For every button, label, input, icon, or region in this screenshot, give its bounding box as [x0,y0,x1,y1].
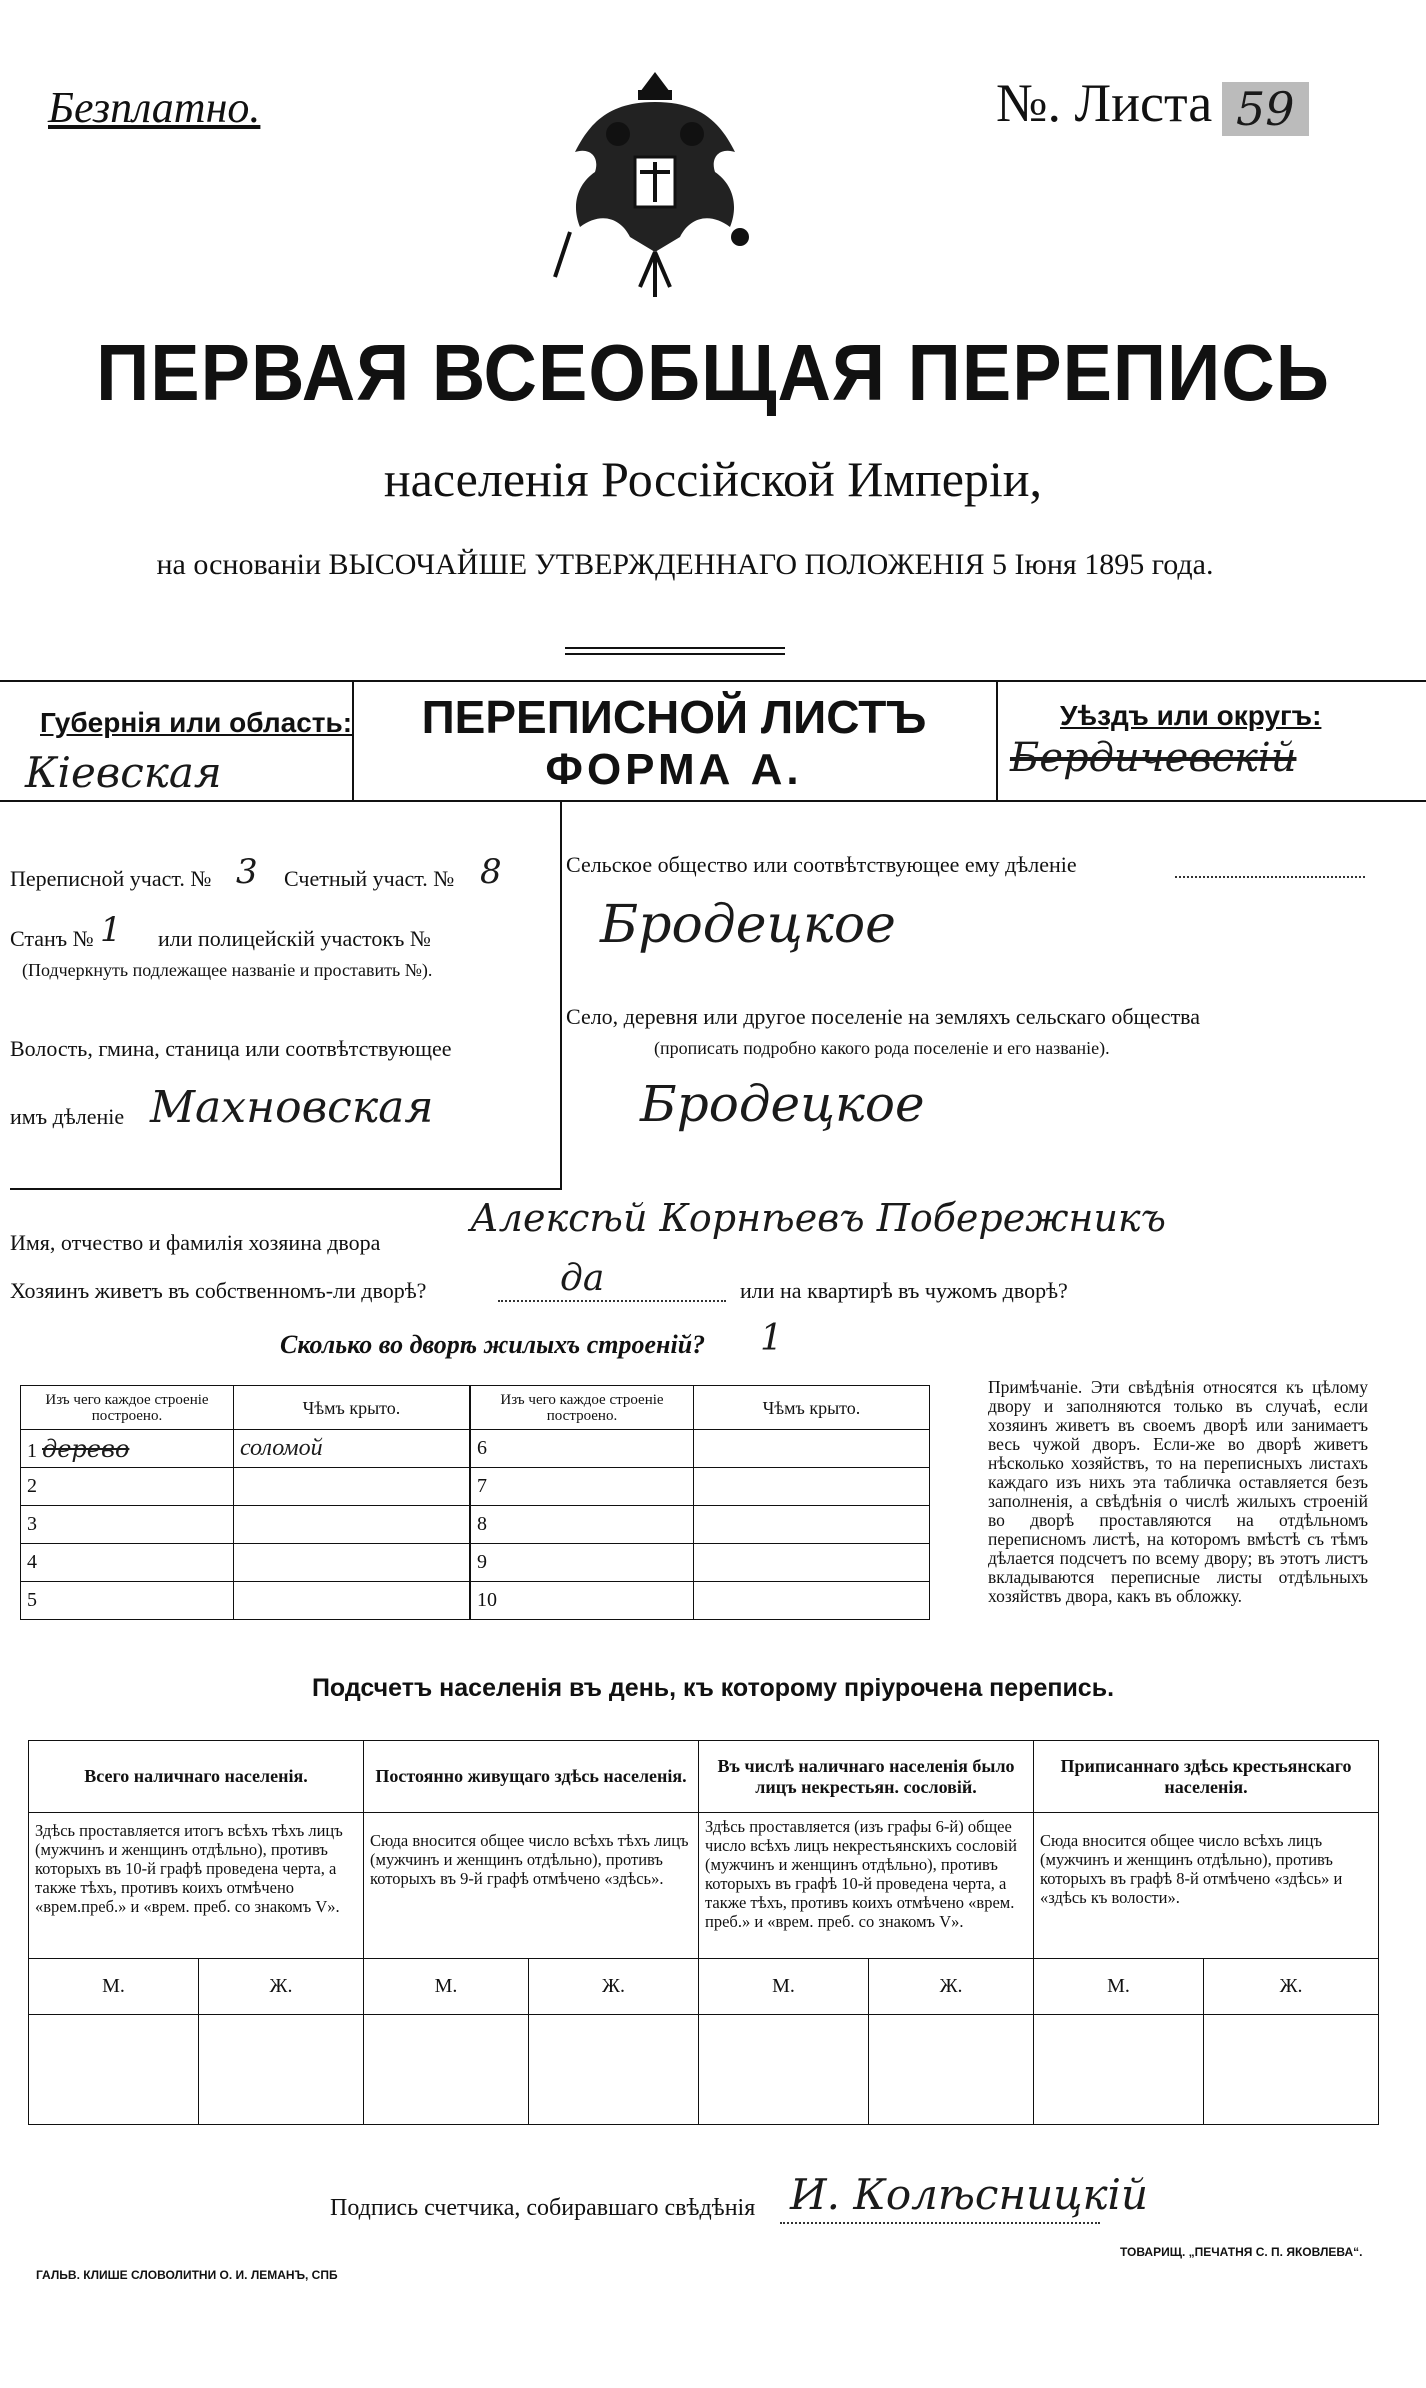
table-row [471,1544,694,1582]
population-col-total-desc: Здѣсь проставляется итогъ всѣхъ тѣхъ лицъ (мужчинъ и женщинъ отдѣльно), противъ которыхъ въ 10-й графѣ проведена черта, а также тѣхъ, противъ коихъ отмѣчено «врем.преб.» и «врем. преб. со знакомъ V». [29,1813,364,1959]
stan-label: Станъ № [10,926,94,951]
table-row [471,1582,694,1620]
police-label: или полицейскій участокъ № [158,926,431,951]
row-number: 9 [477,1551,487,1573]
village-label: Село, деревня или другое поселеніе на земляхъ сельскаго общества [566,1004,1201,1029]
row-number: 8 [477,1513,487,1535]
female-header: Ж. [1204,1959,1379,2015]
population-table [28,1740,1379,2125]
province-label: Губернія или область: [40,707,353,738]
population-title: Подсчетъ населенія въ день, къ которому пріурочена перепись. [311,1674,1115,1702]
society-label: Сельское общество или соотвѣтствующее ему дѣленіе [566,852,1077,877]
population-cell [199,2015,364,2125]
district-value: Бердичевскій [1010,735,1297,781]
roof-value [694,1582,930,1620]
material-value: дерево [42,1434,130,1463]
sheet-title: ПЕРЕПИСНОЙ ЛИСТЪ [421,691,927,743]
table-row [21,1430,234,1468]
form-header-top-rule [0,680,1426,682]
female-header: Ж. [199,1959,364,2015]
female-header: Ж. [869,1959,1034,2015]
row-number: 7 [477,1475,487,1497]
owner-name-label: Имя, отчество и фамилія хозяина двора [10,1230,381,1255]
signature-dotted-line [780,2222,1100,2224]
own-yard-dotted-line [498,1300,726,1302]
signature-label: Подпись счетчика, собиравшаго свѣдѣнія [330,2195,756,2221]
population-cell [364,2015,529,2125]
roof-value [234,1582,470,1620]
population-cell [1034,2015,1204,2125]
row-number: 1 [27,1439,37,1462]
roof-value [694,1430,930,1468]
buildings-label: Сколько во дворѣ жилыхъ строеній? [280,1330,706,1359]
census-district-value: 3 [236,852,258,892]
form-label: ФОРМА А. [545,745,803,794]
population-cell [1204,2015,1379,2125]
society-dotted-line [1175,876,1365,878]
population-col-permanent-head: Постоянно живущаго здѣсь населенія. [364,1741,699,1813]
male-header: М. [1034,1959,1204,2015]
population-col-non-peasant-desc: Здѣсь проставляется (изъ графы 6-й) общее число всѣхъ лицъ некрестьянскихъ сословій (мужчинъ и женщинъ отдѣльно), противъ которыхъ въ графѣ 10-й проведена черта, а также тѣхъ, противъ коихъ отмѣчено «врем. преб.» и «врем. преб. со знакомъ V». [699,1813,1034,1959]
volost-label-1: Волость, гмина, станица или соотвѣтствующее [10,1036,452,1061]
table-row [21,1582,234,1620]
row-number: 4 [27,1551,37,1573]
population-col-permanent-desc: Сюда вносится общее число всѣхъ тѣхъ лицъ (мужчинъ и женщинъ отдѣльно), противъ которыхъ въ 9-й графѣ отмѣчено «здѣсь». [364,1813,699,1959]
counting-district-value: 8 [480,852,502,892]
table-row [471,1506,694,1544]
society-value: Бродецкое [600,895,896,955]
form-header-right-divider [996,680,998,802]
buildings-table-left [20,1385,470,1620]
row-number: 10 [477,1589,497,1611]
sheet-number-label: №. Листа [996,73,1213,133]
census-district-label: Переписной участ. № [10,866,212,891]
table-row [21,1506,234,1544]
population-col-non-peasant-head: Въ числѣ наличнаго населенія было лицъ некрестьян. сословій. [699,1741,1034,1813]
roof-value [694,1468,930,1506]
material-column-header: Изъ чего каждое строеніе построено. [471,1386,694,1430]
legal-basis: на основаніи ВЫСОЧАЙШЕ УТВЕРЖДЕННАГО ПОЛОЖЕНІЯ 5 Іюня 1895 года. [156,548,1214,581]
roof-value [694,1506,930,1544]
roof-value: соломой [234,1430,470,1468]
free-label: Безплатно. [48,83,261,132]
population-cell [29,2015,199,2125]
province-value: Кіевская [25,748,222,797]
stan-value: 1 [100,910,122,950]
village-note: (прописать подробно какого рода поселеніе и его названіе). [654,1038,1110,1058]
signature-value: И. Колѣсницкій [790,2170,1149,2219]
footer-left-imprint: ГАЛЬВ. КЛИШЕ СЛОВОЛИТНИ О. И. ЛЕМАНЪ, СПБ [36,2268,338,2282]
sheet-number-value: 59 [1222,82,1309,136]
fields-bottom-rule-left [10,1188,562,1190]
row-number: 5 [27,1589,37,1611]
roof-column-header: Чѣмъ крыто. [234,1386,470,1430]
table-row [21,1544,234,1582]
volost-label-2: имъ дѣленіе [10,1104,125,1129]
main-title: ПЕРВАЯ ВСЕОБЩАЯ ПЕРЕПИСЬ [96,327,1330,418]
district-label: Уѣздъ или округъ: [1060,700,1322,731]
population-col-registered-desc: Сюда вносится общее число всѣхъ лицъ (мужчинъ и женщинъ отдѣльно), противъ которыхъ въ графѣ 8-й отмѣчено «здѣсь» и «здѣсь къ волости». [1034,1813,1379,1959]
table-row [21,1468,234,1506]
fields-column-divider [560,800,562,1190]
police-note: (Подчеркнуть подлежащее названіе и проставить №). [22,960,433,980]
buildings-value: 1 [760,1318,783,1359]
buildings-table-right [470,1385,930,1620]
table-row [471,1430,694,1468]
population-cell [869,2015,1034,2125]
table-row [471,1468,694,1506]
population-cell [529,2015,699,2125]
volost-value: Махновская [150,1082,434,1133]
population-col-registered-head: Приписаннаго здѣсь крестьянскаго населенія. [1034,1741,1379,1813]
subtitle: населенія Россійской Имперіи, [383,451,1043,507]
ornament-divider [565,647,785,649]
counting-district-label: Счетный участ. № [284,866,455,891]
own-yard-value: да [560,1258,605,1299]
form-header-bottom-rule [0,800,1426,802]
roof-value [234,1544,470,1582]
own-yard-label: Хозяинъ живетъ въ собственномъ-ли дворѣ? [10,1278,427,1303]
ornament-divider [565,653,785,655]
double-headed-eagle-emblem [540,62,770,312]
material-column-header: Изъ чего каждое строеніе построено. [21,1386,234,1430]
rented-label: или на квартирѣ въ чужомъ дворѣ? [740,1278,1068,1303]
row-number: 2 [27,1475,37,1497]
roof-column-header: Чѣмъ крыто. [694,1386,930,1430]
male-header: М. [364,1959,529,2015]
owner-name-value: Алексѣй Корнѣевъ Побережникъ [470,1196,1166,1240]
footer-right-imprint: ТОВАРИЩ. „ПЕЧАТНЯ С. П. ЯКОВЛЕВА“. [1120,2245,1363,2259]
male-header: М. [699,1959,869,2015]
note-text: Примѣчаніе. Эти свѣдѣнія относятся къ цѣлому двору и заполняются только въ случаѣ, если хозяинъ живетъ въ своемъ дворѣ или занимаетъ весь чужой дворъ. Если-же во дворѣ живетъ нѣсколько хозяйствъ, то на переписныхъ листахъ каждаго изъ нихъ эта табличка оставляется безъ заполненія, а свѣдѣнія о числѣ жилыхъ строеній во дворѣ проставляются на отдѣльномъ переписномъ листѣ, на которомъ вмѣстѣ съ тѣмъ дѣлается подсчетъ по всему двору; въ этотъ листъ вкладываются переписные листы отдѣльныхъ хозяйствъ двора, какъ въ обложку. [988,1377,1368,1606]
row-number: 6 [477,1437,487,1459]
roof-value [694,1544,930,1582]
population-cell [699,2015,869,2125]
village-value: Бродецкое [640,1075,925,1133]
row-number: 3 [27,1513,37,1535]
male-header: М. [29,1959,199,2015]
population-col-total-head: Всего наличнаго населенія. [29,1741,364,1813]
female-header: Ж. [529,1959,699,2015]
roof-value [234,1506,470,1544]
roof-value [234,1468,470,1506]
